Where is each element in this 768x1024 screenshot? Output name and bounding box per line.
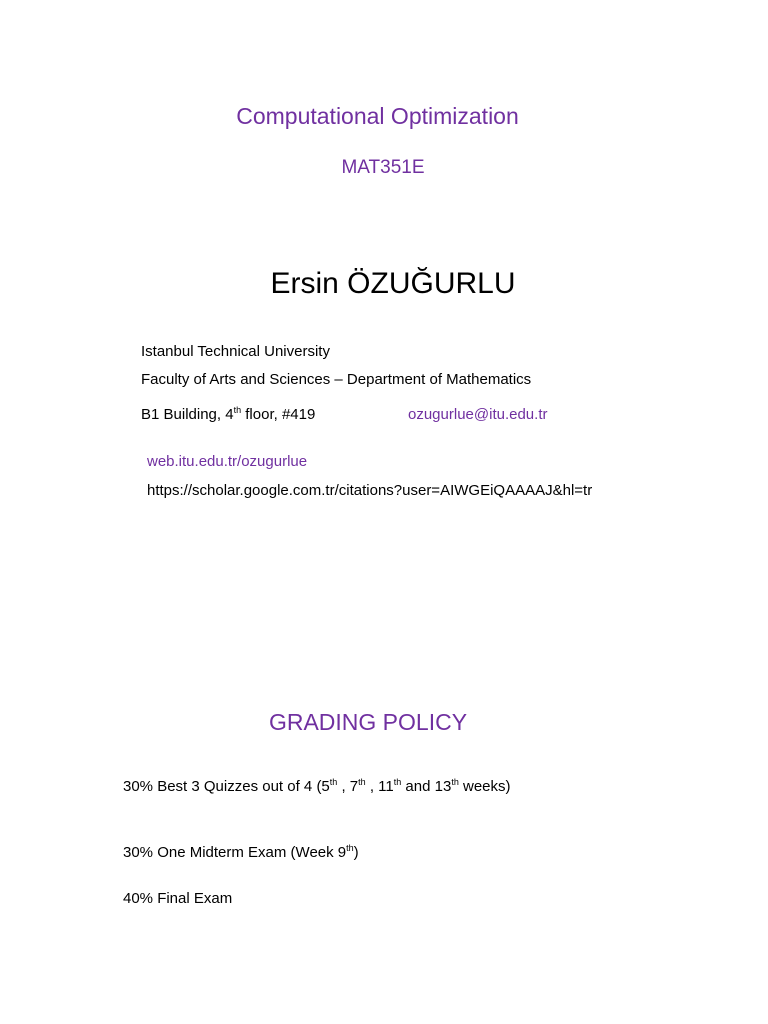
- ordinal-suffix: th: [451, 777, 459, 787]
- office-location: [141, 406, 315, 423]
- midterm-text: 30% One Midterm Exam (Week 9: [123, 844, 347, 861]
- ordinal-suffix: th: [393, 777, 402, 787]
- scholar-url: https://scholar.google.com.tr/citations?user=AIWGEiQAAAAJ&hl=tr: [147, 482, 593, 499]
- quizzes-text: 30% Best 3 Quizzes out of 4 (5: [123, 778, 330, 795]
- faculty-department: Faculty of Arts and Sciences – Department of Mathematics: [141, 371, 532, 388]
- grading-item-final: 40% Final Exam: [123, 890, 233, 907]
- course-code: MAT351E: [341, 157, 425, 178]
- course-title: Computational Optimization: [236, 103, 519, 129]
- university-name: Istanbul Technical University: [141, 343, 330, 360]
- ordinal-suffix: th: [233, 405, 242, 415]
- website-link[interactable]: web.itu.edu.tr/ozugurlue: [147, 453, 308, 470]
- office-location-prefix: B1 Building, 4: [141, 406, 234, 423]
- office-location-suffix: floor, #419: [241, 406, 316, 423]
- email-link[interactable]: ozugurlue@itu.edu.tr: [408, 406, 548, 423]
- instructor-name: Ersin ÖZUĞURLU: [270, 267, 516, 300]
- quizzes-text: and 13: [401, 778, 452, 795]
- grading-policy-heading: GRADING POLICY: [268, 709, 468, 735]
- ordinal-suffix: th: [329, 777, 338, 787]
- grading-item-quizzes: [123, 778, 511, 795]
- quizzes-text: weeks): [458, 778, 511, 795]
- grading-item-midterm: [123, 844, 359, 861]
- midterm-text: ): [353, 844, 359, 861]
- ordinal-suffix: th: [358, 777, 366, 787]
- ordinal-suffix: th: [346, 843, 354, 853]
- quizzes-text: , 11: [365, 778, 394, 795]
- quizzes-text: , 7: [337, 778, 359, 795]
